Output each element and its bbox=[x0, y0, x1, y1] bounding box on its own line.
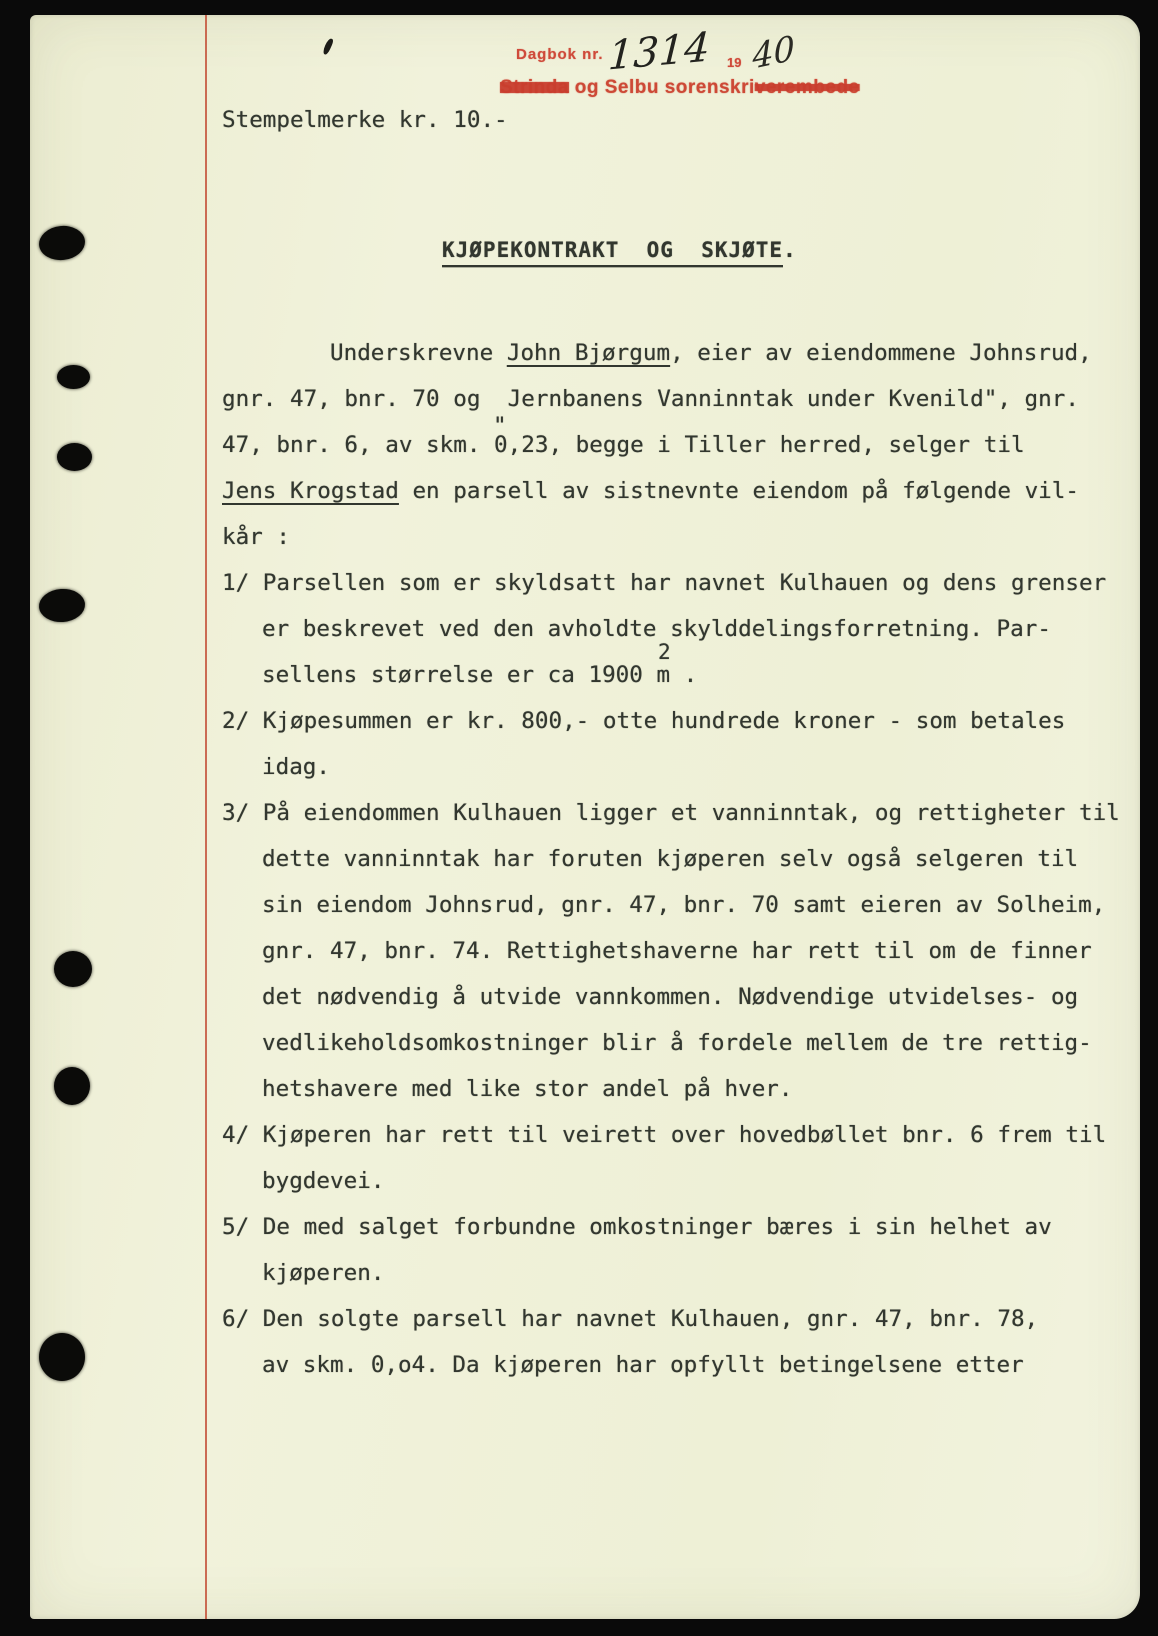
stamp-office-struck-word: Strinda bbox=[500, 77, 569, 98]
document-line: Underskrevne John Bjørgum, eier av eiendommene Johnsrud, bbox=[330, 340, 1092, 366]
stamp-year-printed: 19 bbox=[727, 55, 742, 70]
document-line: kår : bbox=[222, 524, 291, 550]
stamp-year-handwritten: 40 bbox=[751, 28, 796, 78]
punch-hole bbox=[54, 951, 92, 987]
document-line: 47, bnr. 6, av skm. 0,23, begge i Tiller herred, selger til bbox=[222, 432, 1025, 458]
punch-hole bbox=[39, 1333, 85, 1381]
stamp-office-struck-tail: verembede bbox=[754, 77, 860, 98]
document-line: kjøperen. bbox=[262, 1260, 385, 1286]
document-line: er beskrevet ved den avholdte skylddelingsforretning. Par- bbox=[262, 616, 1051, 642]
stamp-dagbok-label: Dagbok nr. bbox=[516, 46, 604, 63]
document-line: av skm. 0,o4. Da kjøperen har opfyllt betingelsene etter bbox=[262, 1352, 1024, 1378]
document-line: sellens størrelse er ca 1900 m . 2 bbox=[222, 652, 1152, 698]
inserted-quote-mark: " bbox=[493, 413, 507, 439]
stamp-office-line bbox=[500, 77, 860, 99]
document-line: 3/ På eiendommen Kulhauen ligger et vanninntak, og rettigheter til bbox=[222, 800, 1120, 826]
document-line: 5/ De med salget forbundne omkostninger bæres i sin helhet av bbox=[222, 1214, 1052, 1240]
document-title-text: KJØPEKONTRAKT OG SKJØTE bbox=[442, 238, 783, 267]
stray-ink-mark bbox=[322, 38, 334, 56]
document-line: 6/ Den solgte parsell har navnet Kulhauen, gnr. 47, bnr. 78, bbox=[222, 1306, 1039, 1332]
document-line: hetshavere med like stor andel på hver. bbox=[262, 1076, 793, 1102]
superscript-2: 2 bbox=[658, 640, 671, 664]
punch-hole bbox=[37, 224, 86, 263]
paper-sheet bbox=[30, 15, 1140, 1619]
document-title bbox=[442, 238, 797, 262]
red-margin-line bbox=[205, 15, 207, 1619]
punch-hole bbox=[54, 1067, 90, 1105]
document-line: 2/ Kjøpesummen er kr. 800,- otte hundrede kroner - som betales bbox=[222, 708, 1066, 734]
stamp-office-middle: og Selbu sorenskri bbox=[568, 77, 755, 98]
punch-hole bbox=[57, 443, 92, 471]
document-line: Jens Krogstad en parsell av sistnevnte eiendom på følgende vil- bbox=[222, 478, 1079, 504]
document-line: sin eiendom Johnsrud, gnr. 47, bnr. 70 samt eieren av Solheim, bbox=[262, 892, 1106, 918]
document-line: bygdevei. bbox=[262, 1168, 385, 1194]
document-line: gnr. 47, bnr. 70 og Jernbanens Vanninntak under Kvenild", gnr. " bbox=[222, 376, 1152, 422]
document-line: det nødvendig å utvide vannkommen. Nødvendige utvidelses- og bbox=[262, 984, 1079, 1010]
document-line: 1/ Parsellen som er skyldsatt har navnet Kulhauen og dens grenser bbox=[222, 570, 1107, 596]
document-title-period: . bbox=[783, 238, 797, 262]
punch-hole bbox=[57, 365, 90, 389]
stamp-fee-line: Stempelmerke kr. 10.- bbox=[222, 107, 508, 133]
stamp-number-handwritten: 1314 bbox=[606, 24, 711, 80]
document-line: gnr. 47, bnr. 74. Rettighetshaverne har rett til om de finner bbox=[262, 938, 1092, 964]
underlined-name: John Bjørgum bbox=[506, 340, 671, 366]
document-line: dette vanninntak har foruten kjøperen selv også selgeren til bbox=[262, 846, 1079, 872]
document-line: vedlikeholdsomkostninger blir å fordele mellem de tre rettig- bbox=[262, 1030, 1092, 1056]
body-lines bbox=[222, 330, 1152, 1388]
punch-hole bbox=[38, 587, 86, 623]
document-line: 4/ Kjøperen har rett til veirett over hovedbøllet bnr. 6 frem til bbox=[222, 1122, 1107, 1148]
underlined-name: Jens Krogstad bbox=[222, 478, 399, 504]
document-line: idag. bbox=[262, 754, 331, 780]
